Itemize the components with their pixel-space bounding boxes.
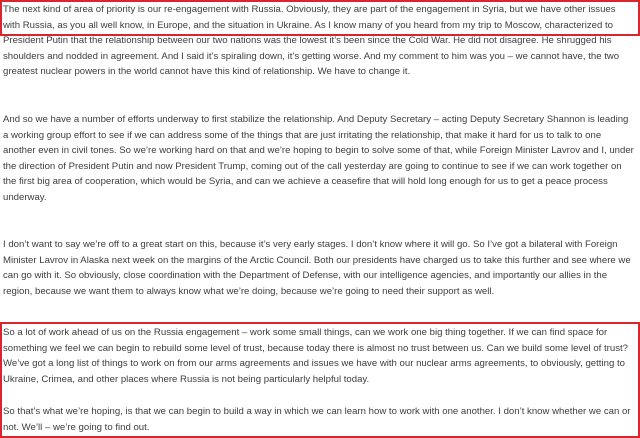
paragraph-work-ahead: So a lot of work ahead of us on the Russia engagement – work some small things, can we work one big thing together. If we can find space for something we feel we can begin to rebuild some level of trust, because today there is almost no trust between us. Can we build some level of trust? We’ve got a long list of things to work on from our arms agreements and issues we have with our nuclear arms agreements, to obviously, getting to Ukraine, Crimea, and other places where Russia is not being particularly helpful today. (3, 327, 628, 385)
paragraph-find-out: So that’s what we’re hoping, is that we can begin to build a way in which we can learn how to work with one another. I don’t know whether we can or not. We’ll – we’re going to find out. (3, 406, 631, 433)
paragraph-russia-priority: The next kind of area of priority is our re-engagement with Russia. Obviously, they are part of the engagement in Syria, but we have other issues with Russia, as you all well know, in Europe, and the situation in Ukraine. As I know many of you heard from my trip to Moscow, characterized to President Putin that the relationship between our two nations was the lowest it’s been since the Cold War. He did not disagree. He shrugged his shoulders and nodded in agreement. And I said it’s spiraling down, it’s getting worse. And my comment to him was you – we cannot have, the two greatest nuclear powers in the world cannot have this kind of relationship. We have to change it. (3, 4, 620, 78)
paragraph-stabilize-relationship: And so we have a number of efforts underway to first stabilize the relationship. And Deputy Secretary – acting Deputy Secretary Shannon is leading a working group effort to see if we can address some of the things that are just irritating the relationship, that make it hard for us to talk to one another even in civil tones. So we’re working hard on that and we’re hoping to begin to solve some of that, while Foreign Minister Lavrov and I, under the direction of President Putin and now President Trump, coming out of the call yesterday are going to continue to see if we can work together on the first big area of cooperation, which would be Syria, and can we achieve a ceasefire that will hold long enough for us to get a peace process underway. (3, 114, 634, 203)
paragraph-bilateral-lavrov: I don’t want to say we’re off to a great start on this, because it’s very early stages. I don’t know where it will go. So I’ve got a bilateral with Foreign Minister Lavrov in Alaska next week on the margins of the Arctic Council. Both our presidents have charged us to take this further and see where we can go with it. So obviously, close coordination with the Department of Defense, with our intelligence agencies, and importantly our allies in the region, because we want them to always know what we’re doing, because we’re going to need their support as well. (3, 239, 631, 297)
